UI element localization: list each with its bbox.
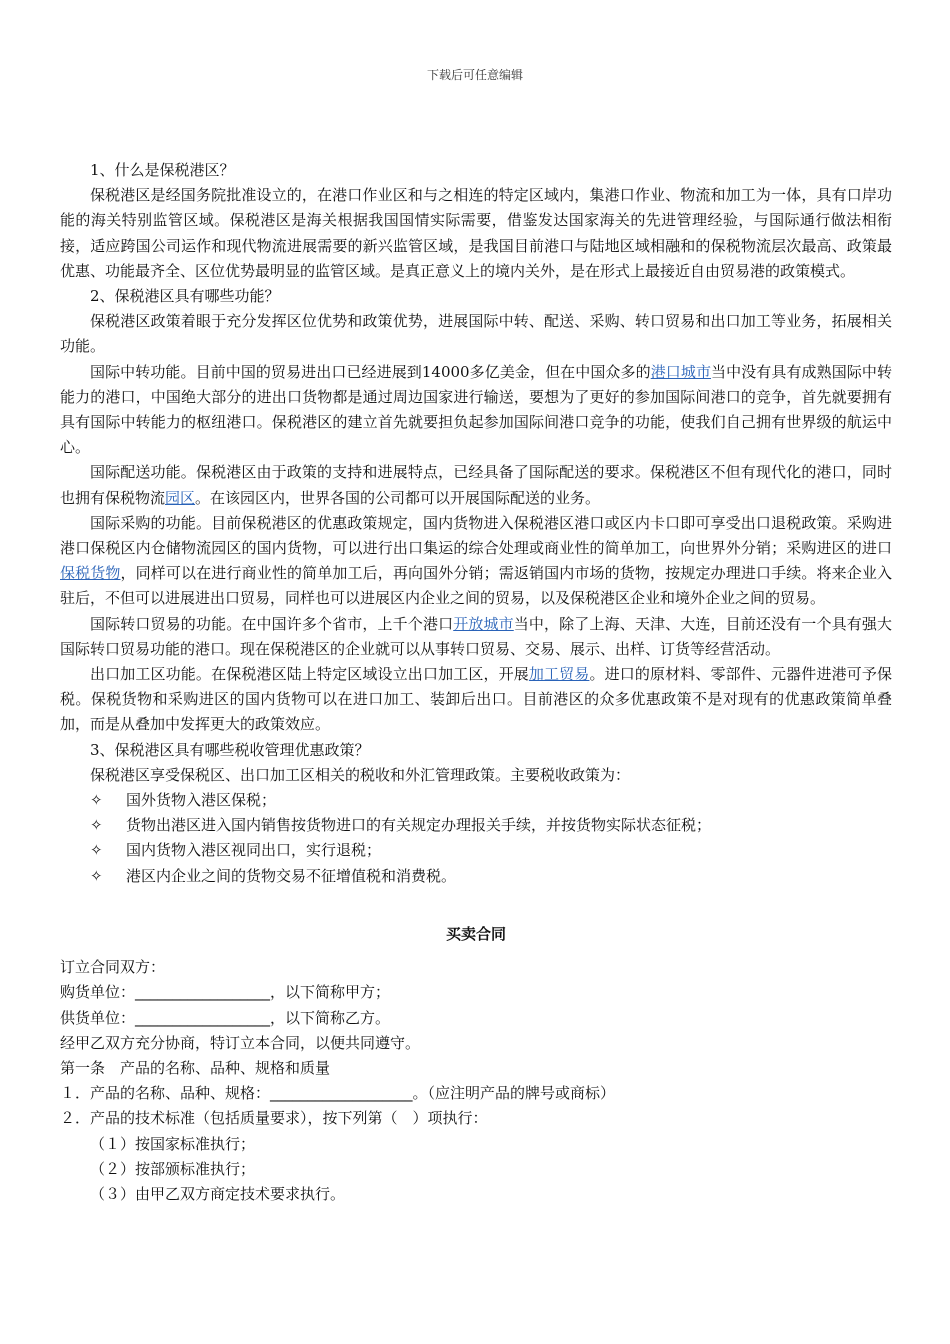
standard-option: （１）按国家标准执行； xyxy=(90,1134,256,1153)
transit-text-after: 当中没有具有成熟国际中转能力的港口，中国绝大部分的进出口货物都是通过周边国家进行输送，要想为了更好的参加国际间港口的竞争，首先就要拥有具有国际中转能力的枢纽港口。保税港区的建立首先就要担负起参加国际间港口竞争的功能，使我们自己拥有世界级的航运中心。 xyxy=(60,362,892,457)
tax-policy-text: 货物出港区进入国内销售按货物进口的有关规定办理报关手续，并按货物实际状态征税； xyxy=(126,816,712,835)
tax-policy-text: 国内货物入港区视同出口，实行退税； xyxy=(126,841,382,860)
distribution-function-paragraph xyxy=(60,460,892,510)
processing-text-before: 出口加工区功能。在保税港区陆上特定区域设立出口加工区，开展 xyxy=(90,665,529,684)
entrepot-text-before: 国际转口贸易的功能。在中国许多个省市，上千个港口 xyxy=(90,614,454,633)
park-link[interactable]: 园区 xyxy=(165,488,196,507)
open-city-link[interactable]: 开放城市 xyxy=(453,614,514,633)
diamond-bullet-icon: ✧ xyxy=(90,841,103,860)
question-1-answer: 保税港区是经国务院批准设立的，在港口作业区和与之相连的特定区域内，集港口作业、物流和加工为一体，具有口岸功能的海关特别监管区域。保税港区是海关根据我国国情实际需要，借鉴发达国家海关的先进管理经验，与国际通行做法相衔接，适应跨国公司运作和现代物流进展需要的新兴监管区域，是我国目前港口与陆地区域相融和的保税物流层次最高、政策最优惠、功能最齐全、区位优势最明显的监管区域。是真正意义上的境内关外，是在形式上最接近自由贸易港的政策模式。 xyxy=(60,186,892,280)
article-1-heading: 第一条 产品的名称、品种、规格和质量 xyxy=(60,1058,331,1077)
processing-zone-paragraph xyxy=(60,662,892,738)
entrepot-trade-paragraph xyxy=(60,612,892,662)
buyer-line: 购货单位：__________________，以下简称甲方； xyxy=(60,983,391,1002)
distribution-text-before: 国际配送功能。保税港区由于政策的支持和进展特点，已经具备了国际配送的要求。保税港区不但有现代化的港口，同时也拥有保税物流 xyxy=(60,463,892,507)
transit-text-before: 国际中转功能。目前中国的贸易进出口已经进展到14000多亿美金，但在中国众多的 xyxy=(90,362,651,381)
processing-text-after: 。进口的原材料、零部件、元器件进港可予保税。保税货物和采购进区的国内货物可以在进口加工、装卸后出口。目前港区的众多优惠政策不是对现有的优惠政策简单叠加，而是从叠加中发挥更大的政策效应。 xyxy=(60,665,892,734)
question-2-heading: 2、保税港区具有哪些功能？ xyxy=(90,287,280,306)
page-header: 下载后可任意编辑 xyxy=(426,68,523,82)
tax-policy-text: 国外货物入港区保税； xyxy=(126,791,277,810)
seller-line: 供货单位：__________________，以下简称乙方。 xyxy=(60,1008,391,1027)
tax-policy-item xyxy=(60,788,892,813)
tax-policy-text: 港区内企业之间的货物交易不征增值税和消费税。 xyxy=(126,866,457,885)
contract-parties-line: 订立合同双方： xyxy=(60,958,166,977)
diamond-bullet-icon: ✧ xyxy=(90,866,103,885)
contract-section xyxy=(60,955,892,1207)
document-body xyxy=(60,158,892,1207)
diamond-bullet-icon: ✧ xyxy=(90,791,103,810)
bonded-goods-link[interactable]: 保税货物 xyxy=(60,564,121,583)
procurement-text-after: ，同样可以在进行商业性的简单加工后，再向国外分销；需返销国内市场的货物，按规定办理进口手续。将来企业入驻后，不但可以进展进出口贸易，同样也可以进展区内企业之间的贸易，以及保税港区企业和境外企业之间的贸易。 xyxy=(60,564,892,608)
procurement-text-before: 国际采购的功能。目前保税港区的优惠政策规定，国内货物进入保税港区港口或区内卡口即可享受出口退税政策。采购进港口保税区内仓储物流园区的国内货物，可以进行出口集运的综合处理或商业性的简单加工，向世界外分销；采购进区的进口 xyxy=(60,513,892,558)
question-3-heading: 3、保税港区具有哪些税收管理优惠政策？ xyxy=(90,740,370,759)
contract-title: 买卖合同 xyxy=(445,924,506,943)
port-city-link[interactable]: 港口城市 xyxy=(650,362,712,381)
agreement-line: 经甲乙双方充分协商，特订立本合同，以便共同遵守。 xyxy=(60,1033,421,1052)
product-name-clause: １．产品的名称、品种、规格：___________________。（应注明产品的牌号或商标） xyxy=(60,1084,616,1103)
question-3-intro: 保税港区享受保税区、出口加工区相关的税收和外汇管理政策。主要税收政策为： xyxy=(90,765,631,784)
standard-option: （２）按部颁标准执行； xyxy=(90,1159,256,1178)
standard-option: （３）由甲乙双方商定技术要求执行。 xyxy=(90,1184,346,1203)
procurement-function-paragraph xyxy=(60,511,892,612)
processing-trade-link[interactable]: 加工贸易 xyxy=(528,665,590,684)
distribution-text-after: 。在该园区内，世界各国的公司都可以开展国际配送的业务。 xyxy=(195,488,601,507)
tax-policy-item xyxy=(60,838,892,863)
diamond-bullet-icon: ✧ xyxy=(90,816,103,835)
tax-policy-item xyxy=(60,864,892,889)
question-2-intro: 保税港区政策着眼于充分发挥区位优势和政策优势，进展国际中转、配送、采购、转口贸易和出口加工等业务，拓展相关功能。 xyxy=(60,312,892,356)
tax-policy-item xyxy=(60,813,892,838)
question-1-heading: 1、什么是保税港区？ xyxy=(90,161,235,179)
technical-standard-clause: ２．产品的技术标准（包括质量要求），按下列第（ ）项执行： xyxy=(60,1109,488,1128)
entrepot-text-after: 当中，除了上海、天津、大连，目前还没有一个具有强大国际转口贸易功能的港口。现在保税港区的企业就可以从事转口贸易、交易、展示、出样、订货等经营活动。 xyxy=(60,614,892,658)
transit-function-paragraph xyxy=(60,360,892,461)
